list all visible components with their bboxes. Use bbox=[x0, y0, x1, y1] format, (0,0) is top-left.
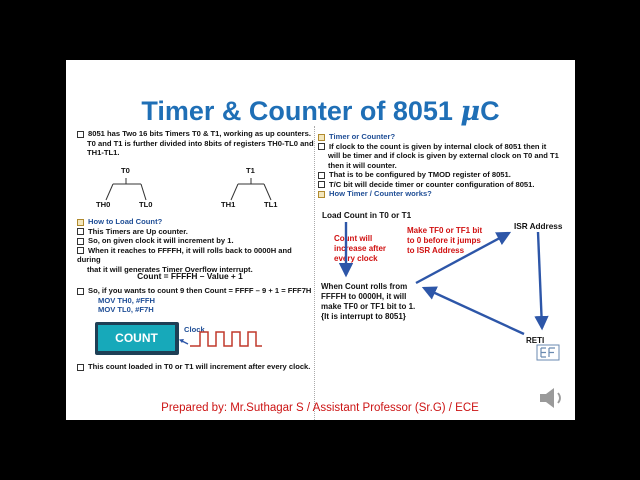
rolls-l4: {It is interrupt to 8051} bbox=[321, 312, 406, 321]
rolls-l1: When Count rolls from bbox=[321, 282, 408, 291]
make-tf-l1: Make TF0 or TF1 bit bbox=[407, 226, 483, 235]
tree-t1-root: T1 bbox=[246, 166, 255, 175]
bullet-icon bbox=[77, 364, 84, 371]
right-section bbox=[318, 132, 573, 199]
bullet-icon bbox=[318, 134, 325, 141]
bullet-3-line1: When it reaches to FFFFH, it will rolls back to 0000H and during bbox=[77, 245, 292, 264]
r1-line1: If clock to the count is given by internal clock of 8051 then it bbox=[329, 141, 547, 151]
timer-or-counter-heading: Timer or Counter? bbox=[329, 132, 396, 141]
bullet-icon bbox=[77, 238, 84, 245]
r2: That is to be configured by TMOD register of 8051. bbox=[329, 170, 511, 179]
slide-title bbox=[66, 96, 575, 127]
clock-label: Clock bbox=[184, 325, 205, 334]
bullet-icon bbox=[77, 288, 84, 295]
bullet-icon bbox=[77, 131, 84, 138]
bullet-2: So, on given clock it will increment by 1. bbox=[88, 236, 234, 245]
how-load-section bbox=[77, 217, 315, 274]
bullet-1: This Timers are Up counter. bbox=[88, 226, 188, 236]
tree-th1: TH1 bbox=[221, 200, 236, 209]
last-bullet bbox=[77, 362, 315, 372]
isr-address-label: ISR Address bbox=[514, 222, 563, 231]
bullet-5: This count loaded in T0 or T1 will increment after every clock. bbox=[88, 362, 311, 371]
bullet-icon bbox=[77, 219, 84, 226]
title-text: Timer & Counter of 8051 bbox=[141, 96, 461, 126]
p1-line3: TH1-TL1. bbox=[87, 148, 120, 157]
make-tf-l3: to ISR Address bbox=[407, 246, 465, 255]
bullet-4: So, if you wants to count 9 then Count = FFFF – 9 + 1 = FFF7H bbox=[88, 286, 312, 295]
slide bbox=[66, 60, 575, 420]
bullet-icon bbox=[318, 191, 325, 198]
count-increase-l1: Count will bbox=[334, 234, 373, 243]
reti-label: RETI bbox=[526, 336, 545, 345]
mov-tl0: MOV TL0, #F7H bbox=[98, 305, 154, 314]
count-label: COUNT bbox=[98, 325, 175, 351]
column-divider bbox=[314, 126, 315, 420]
count-block bbox=[95, 322, 179, 355]
tree-t0-root: T0 bbox=[121, 166, 130, 175]
r3: T/C bit will decide timer or counter configuration of 8051. bbox=[329, 179, 535, 189]
r1-line3: then it will counter. bbox=[328, 160, 397, 170]
how-works-heading: How Timer / Counter works? bbox=[329, 189, 432, 198]
speaker-icon[interactable] bbox=[537, 384, 569, 412]
make-tf-l2: to 0 before it jumps bbox=[407, 236, 481, 245]
count-increase-l3: every clock bbox=[334, 254, 378, 263]
load-count-label: Load Count in T0 or T1 bbox=[322, 211, 412, 220]
bullet-icon bbox=[77, 247, 84, 254]
footer-credit: Prepared by: Mr.Suthagar S / Assistant Professor (Sr.G) / ECE bbox=[161, 402, 479, 414]
count-increase-l2: increase after bbox=[334, 244, 387, 253]
left-para-1 bbox=[77, 129, 315, 158]
example-section bbox=[77, 286, 315, 315]
count-formula: Count = FFFFH – Value + 1 bbox=[137, 271, 243, 281]
how-load-heading: How to Load Count? bbox=[88, 217, 163, 226]
clock-waveform bbox=[178, 326, 298, 356]
r1-line2: will be timer and if clock is given by external clock on T0 and T1 bbox=[328, 151, 559, 160]
title-c: C bbox=[480, 96, 500, 126]
tree-tl1: TL1 bbox=[264, 200, 278, 209]
bullet-icon bbox=[318, 172, 325, 179]
title-mu: μ bbox=[460, 96, 481, 127]
bullet-icon bbox=[318, 181, 325, 188]
mov-th0: MOV TH0, #FFH bbox=[98, 295, 155, 305]
rolls-l3: make TF0 or TF1 bit to 1. bbox=[321, 302, 416, 311]
bullet-3-line2: that it will generates Timer Overflow interrupt. bbox=[87, 264, 253, 274]
p1-line1: 8051 has Two 16 bits Timers T0 & T1, working as up counters. bbox=[88, 129, 311, 138]
tree-tl0: TL0 bbox=[139, 200, 153, 209]
bullet-icon bbox=[318, 143, 325, 150]
tree-th0: TH0 bbox=[96, 200, 111, 209]
logo-icon bbox=[536, 344, 560, 361]
rolls-l2: FFFFH to 0000H, it will bbox=[321, 292, 407, 301]
bullet-icon bbox=[77, 228, 84, 235]
p1-line2: T0 and T1 is further divided into 8bits of registers TH0-TL0 and bbox=[87, 138, 314, 148]
